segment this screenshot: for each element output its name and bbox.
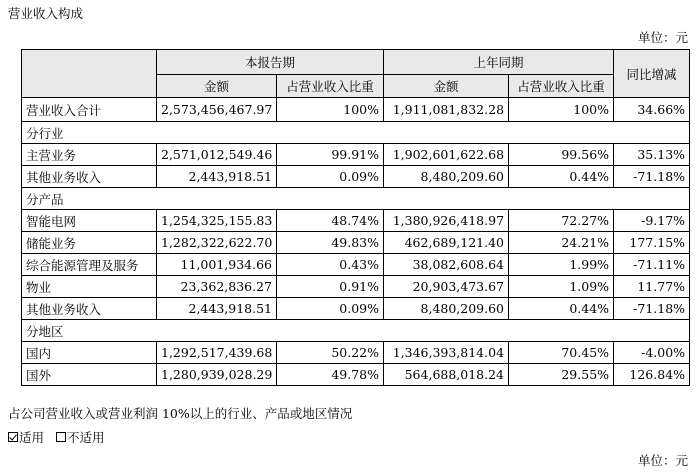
cur-share-cell: 49.78%	[277, 364, 384, 386]
cur-amount-cell: 1,282,322,622.70	[157, 232, 277, 254]
cur-share-cell: 0.09%	[277, 298, 384, 320]
cur-amount-cell: 11,001,934.66	[157, 254, 277, 276]
unit-label-top: 单位：元	[637, 30, 688, 45]
cur-share-cell: 99.91%	[277, 144, 384, 166]
yoy-cell: -71.18%	[614, 298, 690, 320]
cur-amount-cell: 23,362,836.27	[157, 276, 277, 298]
table-row	[22, 210, 690, 232]
cur-amount-cell: 2,443,918.51	[157, 298, 277, 320]
row-label: 储能业务	[22, 232, 157, 254]
section-header-row	[22, 188, 690, 210]
row-label: 营业收入合计	[22, 98, 157, 122]
header-row-1	[22, 50, 690, 75]
cur-share-cell: 48.74%	[277, 210, 384, 232]
yoy-cell: -71.11%	[614, 254, 690, 276]
table-row	[22, 276, 690, 298]
section-header: 分地区	[22, 320, 690, 342]
table-row	[22, 254, 690, 276]
prev-amount-cell: 1,380,926,418.97	[384, 210, 509, 232]
option-label: 不适用	[67, 430, 105, 445]
option-not-applicable[interactable]	[56, 428, 105, 446]
prev-share-cell: 72.27%	[509, 210, 614, 232]
row-label: 国外	[22, 364, 157, 386]
unchecked-box-icon[interactable]	[56, 432, 66, 442]
note-text: 占公司营业收入或营业利润 10%以上的行业、产品或地区情况	[8, 406, 353, 421]
yoy-cell: 35.13%	[614, 144, 690, 166]
cur-amount-cell: 2,573,456,467.97	[157, 98, 277, 122]
cur-share-cell: 0.43%	[277, 254, 384, 276]
cur-share-cell: 100%	[277, 98, 384, 122]
row-label: 主营业务	[22, 144, 157, 166]
row-label: 国内	[22, 342, 157, 364]
cur-amount-cell: 1,292,517,439.68	[157, 342, 277, 364]
applicability-options	[8, 428, 113, 446]
section-header-row	[22, 122, 690, 144]
prev-share-cell: 0.44%	[509, 166, 614, 188]
row-label: 综合能源管理及服务	[22, 254, 157, 276]
prev-share-cell: 29.55%	[509, 364, 614, 386]
prev-amount-cell: 1,902,601,622.68	[384, 144, 509, 166]
cur-share-cell: 49.83%	[277, 232, 384, 254]
row-label: 其他业务收入	[22, 166, 157, 188]
cur-amount-cell: 1,254,325,155.83	[157, 210, 277, 232]
option-applicable[interactable]	[8, 428, 44, 446]
table-row	[22, 364, 690, 386]
section-header: 分行业	[22, 122, 690, 144]
option-label: 适用	[19, 430, 45, 445]
yoy-cell: 126.84%	[614, 364, 690, 386]
header-cur-amount: 金额	[157, 75, 277, 98]
unit-label-bottom: 单位：元	[637, 453, 688, 468]
yoy-cell: 34.66%	[614, 98, 690, 122]
table-row	[22, 144, 690, 166]
row-label: 其他业务收入	[22, 298, 157, 320]
table-row	[22, 298, 690, 320]
prev-amount-cell: 8,480,209.60	[384, 298, 509, 320]
row-label: 物业	[22, 276, 157, 298]
prev-share-cell: 1.99%	[509, 254, 614, 276]
table-row	[22, 342, 690, 364]
prev-amount-cell: 462,689,121.40	[384, 232, 509, 254]
header-cur-share: 占营业收入比重	[277, 75, 384, 98]
yoy-cell: -71.18%	[614, 166, 690, 188]
header-yoy: 同比增减	[614, 50, 690, 98]
table-row	[22, 232, 690, 254]
prev-amount-cell: 20,903,473.67	[384, 276, 509, 298]
header-prev-amount: 金额	[384, 75, 509, 98]
section-header-row	[22, 320, 690, 342]
section-title: 营业收入构成	[8, 6, 84, 21]
cur-amount-cell: 2,443,918.51	[157, 166, 277, 188]
checked-box-icon[interactable]	[8, 432, 18, 442]
yoy-cell: 11.77%	[614, 276, 690, 298]
cur-share-cell: 0.09%	[277, 166, 384, 188]
prev-amount-cell: 38,082,608.64	[384, 254, 509, 276]
yoy-cell: 177.15%	[614, 232, 690, 254]
prev-share-cell: 70.45%	[509, 342, 614, 364]
header-prior-period: 上年同期	[384, 50, 614, 75]
row-label: 智能电网	[22, 210, 157, 232]
cur-share-cell: 50.22%	[277, 342, 384, 364]
prev-amount-cell: 8,480,209.60	[384, 166, 509, 188]
total-row	[22, 98, 690, 122]
header-current-period: 本报告期	[157, 50, 384, 75]
prev-share-cell: 0.44%	[509, 298, 614, 320]
prev-share-cell: 1.09%	[509, 276, 614, 298]
prev-amount-cell: 564,688,018.24	[384, 364, 509, 386]
prev-amount-cell: 1,346,393,814.04	[384, 342, 509, 364]
cur-amount-cell: 2,571,012,549.46	[157, 144, 277, 166]
revenue-composition-table	[21, 49, 690, 386]
cur-amount-cell: 1,280,939,028.29	[157, 364, 277, 386]
cur-share-cell: 0.91%	[277, 276, 384, 298]
yoy-cell: -9.17%	[614, 210, 690, 232]
prev-share-cell: 24.21%	[509, 232, 614, 254]
header-blank	[22, 50, 157, 98]
prev-share-cell: 99.56%	[509, 144, 614, 166]
section-header: 分产品	[22, 188, 690, 210]
prev-amount-cell: 1,911,081,832.28	[384, 98, 509, 122]
prev-share-cell: 100%	[509, 98, 614, 122]
table-row	[22, 166, 690, 188]
yoy-cell: -4.00%	[614, 342, 690, 364]
header-prev-share: 占营业收入比重	[509, 75, 614, 98]
